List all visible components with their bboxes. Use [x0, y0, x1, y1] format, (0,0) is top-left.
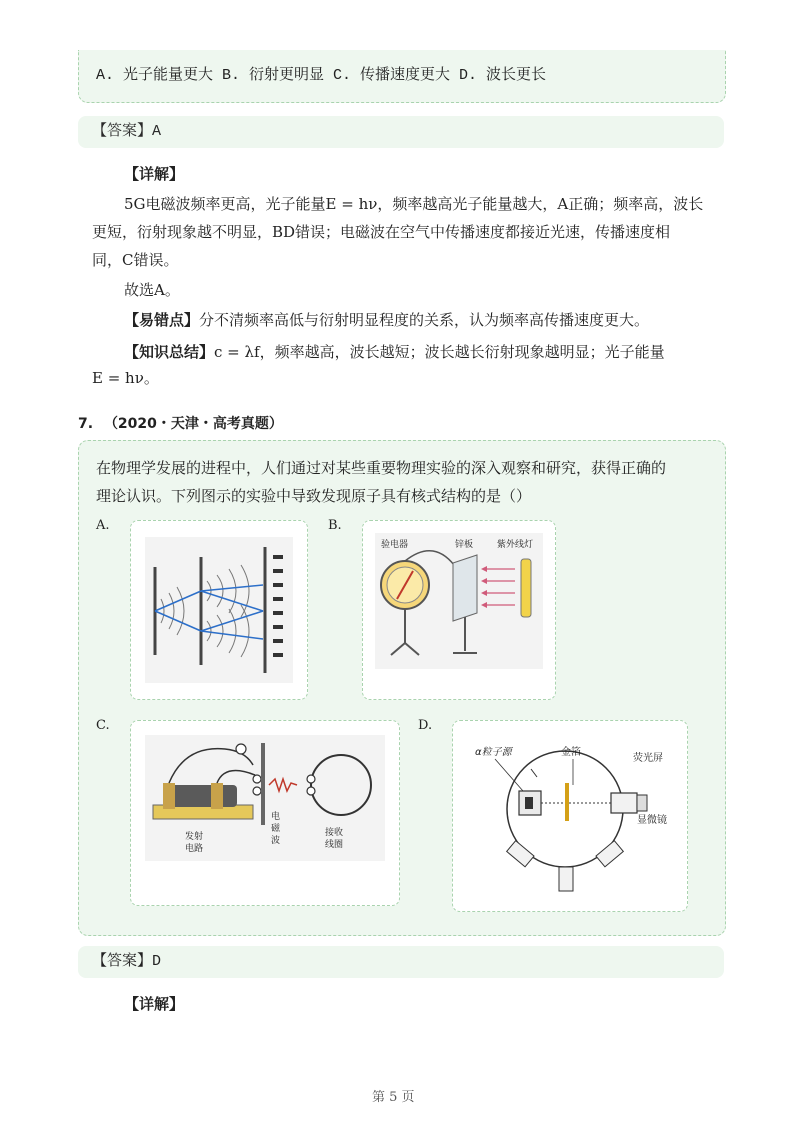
- wave-label-1: 电: [271, 812, 281, 822]
- rutherford-scattering-diagram: [465, 735, 675, 895]
- gold-foil-label: 金箔: [561, 747, 581, 758]
- easy-wrong-text: 分不清频率高低与衍射明显程度的关系，认为频率高传播速度更大。: [199, 311, 650, 329]
- question-number: 7.: [78, 416, 94, 432]
- easy-wrong-label: 【易错点】: [124, 311, 200, 329]
- electroscope-label: 验电器: [381, 540, 409, 550]
- option-b-figure: [375, 533, 543, 669]
- detail-heading-1: 【详解】: [124, 165, 185, 183]
- option-b-figure-box[interactable]: [362, 520, 556, 700]
- option-c-figure: [145, 735, 385, 861]
- option-a-figure: [145, 537, 293, 683]
- answer-bar-2: [78, 946, 724, 978]
- q7-stem-line1: 在物理学发展的进程中，人们通过对某些重要物理实验的深入观察和研究，获得正确的: [96, 459, 667, 477]
- option-b-label: B.: [328, 518, 342, 533]
- alpha-source-label: α粒子源: [475, 747, 512, 758]
- summary-line2: E = hν。: [92, 369, 159, 387]
- option-c-label: C.: [96, 718, 110, 733]
- option-d-label: D.: [418, 718, 433, 733]
- screen-label: 荧光屏: [633, 753, 663, 764]
- summary-row: [124, 338, 665, 366]
- hertz-experiment-diagram: [145, 735, 385, 861]
- emitter-label-2: 电路: [185, 844, 204, 854]
- answer-bar-1: [78, 116, 724, 148]
- answer-label-1: 【答案】A: [92, 123, 162, 140]
- double-slit-diagram: [145, 537, 293, 683]
- detail-heading-2: 【详解】: [124, 995, 185, 1013]
- summary-label: 【知识总结】: [124, 343, 215, 361]
- summary-text: c = λf，频率越高，波长越短；波长越长衍射现象越明显；光子能量: [214, 343, 665, 361]
- q7-stem-line2: 理论认识。下列图示的实验中导致发现原子具有核式结构的是（）: [96, 487, 532, 505]
- photoelectric-diagram: [375, 533, 543, 669]
- zinc-label: 锌板: [455, 540, 474, 550]
- option-c-figure-box[interactable]: [130, 720, 400, 906]
- receiver-label-2: 线圈: [325, 840, 344, 850]
- detail1-line3: 同，C错误。: [92, 251, 179, 269]
- detail1-line1: 5G电磁波频率更高，光子能量E = hν，频率越高光子能量越大，A正确；频率高，波长: [124, 195, 704, 213]
- receiver-label-1: 接收: [325, 828, 344, 838]
- detail1-line4: 故选A。: [124, 281, 180, 299]
- easy-wrong-row: [124, 306, 649, 334]
- prev-options-line: A. 光子能量更大 B. 衍射更明显 C. 传播速度更大 D. 波长更长: [96, 67, 547, 84]
- answer-label-2: 【答案】D: [92, 953, 162, 970]
- page-number: 第 5 页: [372, 1090, 415, 1105]
- uv-lamp-label: 紫外线灯: [497, 540, 534, 550]
- detail1-line2: 更短，衍射现象越不明显，BD错误；电磁波在空气中传播速度都接近光速，传播速度相: [92, 223, 671, 241]
- emitter-label-1: 发射: [185, 832, 204, 842]
- option-a-label: A.: [96, 518, 110, 533]
- wave-label-3: 波: [271, 836, 281, 846]
- question-source: （2020・天津・高考真题）: [103, 416, 283, 432]
- wave-label-2: 磁: [271, 824, 281, 834]
- option-d-figure-box[interactable]: [452, 720, 688, 912]
- microscope-label: 显微镜: [637, 815, 667, 826]
- option-d-figure: [465, 735, 675, 895]
- question-7-header: [78, 410, 283, 438]
- option-a-figure-box[interactable]: [130, 520, 308, 700]
